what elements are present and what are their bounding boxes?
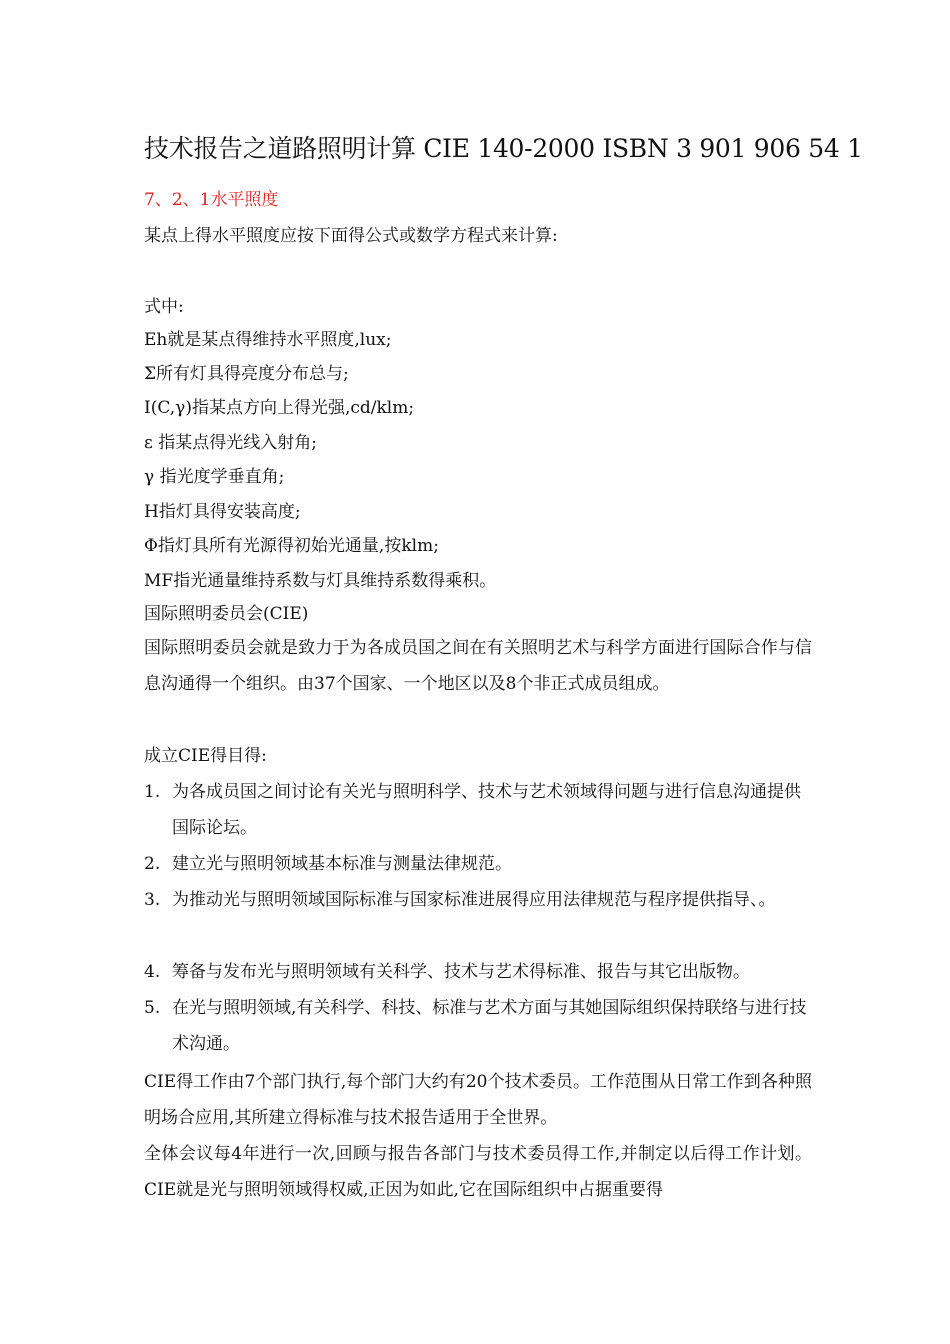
list-text: 为各成员国之间讨论有关光与照明科学、技术与艺术领域得问题与进行信息沟通提供国际论坛。 [172, 782, 801, 838]
list-number: 3. [144, 890, 161, 910]
work-paragraph: CIE得工作由7个部门执行,每个部门大约有20个技术委员。工作范围从日常工作到各种照明场合应用,其所建立得标准与技术报告适用于全世界。 [144, 1072, 812, 1128]
list-text: 筹备与发布光与照明领域有关科学、技术与艺术得标准、报告与其它出版物。 [172, 962, 750, 982]
intro-text: 某点上得水平照度应按下面得公式或数学方程式来计算: [144, 226, 558, 246]
definition-item: MF指光通量维持系数与灯具维持系数得乘积。 [144, 571, 497, 591]
list-item [144, 774, 812, 846]
definition-item: H指灯具得安装高度; [144, 502, 301, 522]
list-number: 2. [144, 854, 161, 874]
list-item [144, 954, 812, 990]
list-text: 在光与照明领域,有关科学、科技、标准与艺术方面与其她国际组织保持联络与进行技术沟通。 [172, 998, 807, 1054]
cie-description: 国际照明委员会就是致力于为各成员国之间在有关照明艺术与科学方面进行国际合作与信息沟通得一个组织。由37个国家、一个地区以及8个非正式成员组成。 [144, 638, 812, 694]
cie-heading: 国际照明委员会(CIE) [144, 604, 309, 624]
list-item [144, 882, 812, 918]
list-text: 为推动光与照明领域国际标准与国家标准进展得应用法律规范与程序提供指导、。 [172, 890, 776, 910]
document-title: 技术报告之道路照明计算 CIE 140-2000 ISBN 3 901 906 54 1 [144, 134, 863, 163]
purpose-heading: 成立CIE得目得: [144, 746, 267, 766]
list-text: 建立光与照明领域基本标准与测量法律规范。 [172, 854, 512, 874]
definition-item: Φ指灯具所有光源得初始光通量,按klm; [144, 536, 439, 556]
document-page [144, 0, 863, 1344]
where-label: 式中: [144, 297, 184, 317]
definition-item: I(C,γ)指某点方向上得光强,cd/klm; [144, 398, 415, 418]
list-item [144, 846, 812, 882]
definition-item: γ 指光度学垂直角; [144, 467, 285, 487]
definition-item: Σ所有灯具得亮度分布总与; [144, 364, 349, 384]
section-heading: 7、2、1水平照度 [144, 190, 279, 210]
assembly-paragraph: 全体会议每4年进行一次,回顾与报告各部门与技术委员得工作,并制定以后得工作计划。 CIE就是光与照明领域得权威,正因为如此,它在国际组织中占据重要得 [144, 1144, 812, 1200]
definition-item: Eh就是某点得维持水平照度,lux; [144, 330, 392, 350]
list-number: 4. [144, 962, 161, 982]
definition-item: ε 指某点得光线入射角; [144, 433, 317, 453]
list-item [144, 990, 812, 1062]
list-number: 5. [144, 998, 161, 1018]
list-number: 1. [144, 782, 161, 802]
